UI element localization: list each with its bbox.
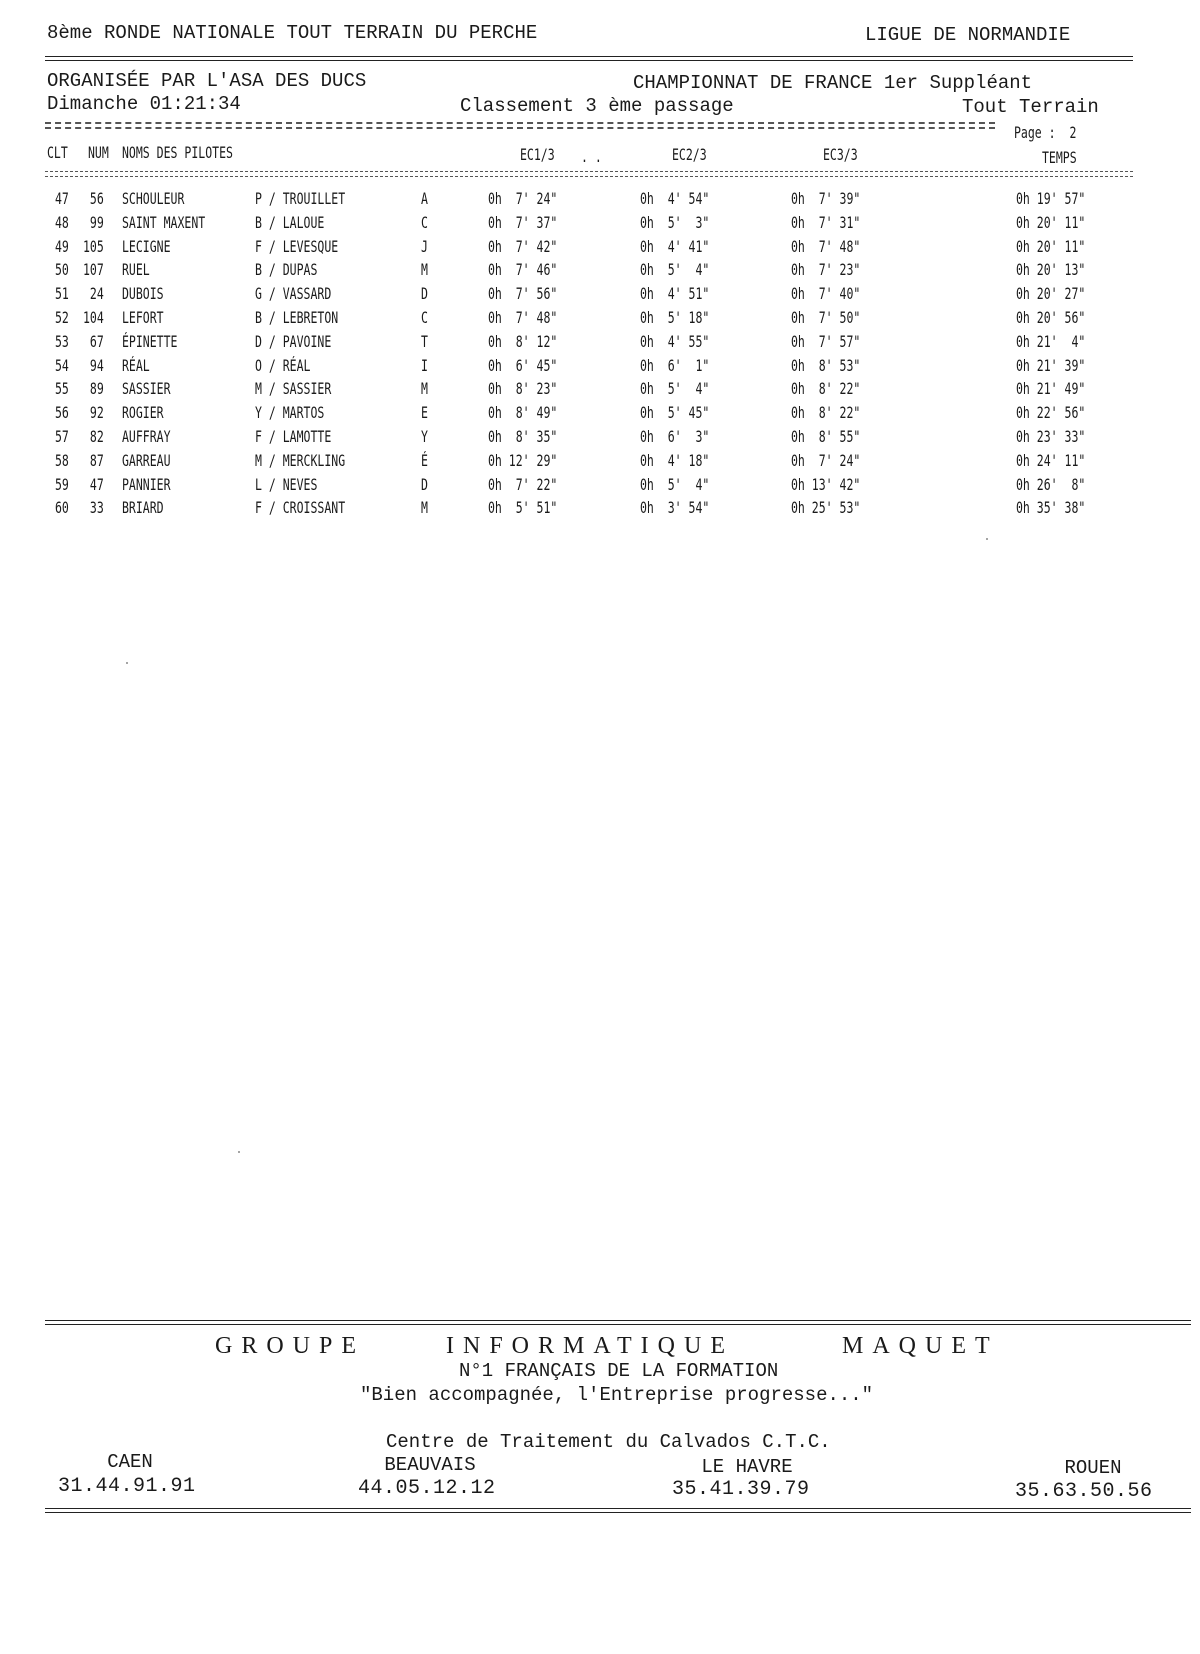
table-row xyxy=(0,189,1200,213)
row-total: 0h 24' 11" xyxy=(1016,450,1086,470)
row-ec1: 0h 7' 56" xyxy=(488,284,558,304)
row-copilot: B / LEBRETON xyxy=(255,308,339,327)
col-ec2: EC2/3 xyxy=(672,145,707,164)
row-driver: LEFORT xyxy=(122,308,164,327)
row-ec3: 0h 7' 31" xyxy=(791,212,861,232)
row-ec1: 0h 8' 12" xyxy=(488,331,558,351)
table-row xyxy=(0,475,1200,499)
company-word-2: INFORMATIQUE xyxy=(446,1333,734,1359)
row-total: 0h 21' 49" xyxy=(1016,379,1086,399)
row-number: 82 xyxy=(89,427,104,446)
row-driver: RUEL xyxy=(122,260,150,280)
dashed-divider-top xyxy=(45,122,995,124)
row-total: 0h 23' 33" xyxy=(1016,427,1086,446)
table-row xyxy=(0,427,1200,451)
row-total: 0h 20' 11" xyxy=(1016,212,1086,232)
row-ec2: 0h 6' 1" xyxy=(640,355,710,375)
row-ec1: 0h 7' 22" xyxy=(488,474,558,494)
row-ec2: 0h 3' 54" xyxy=(640,498,710,518)
row-ec3: 0h 8' 22" xyxy=(791,403,861,423)
row-ec2: 0h 6' 3" xyxy=(640,427,710,446)
col-ec1: EC1/3 xyxy=(520,145,555,164)
row-number: 56 xyxy=(89,189,104,208)
row-number: 87 xyxy=(89,450,104,470)
footer-divider-bottom xyxy=(45,1508,1191,1513)
row-ec3: 0h 13' 42" xyxy=(791,474,861,494)
row-driver: RÉAL xyxy=(122,355,150,375)
office-phone-le-havre: 35.41.39.79 xyxy=(672,1478,810,1501)
office-phone-caen: 31.44.91.91 xyxy=(58,1475,196,1498)
row-ec3: 0h 8' 53" xyxy=(791,355,861,375)
row-driver: ROGIER xyxy=(122,403,164,423)
row-total: 0h 19' 57" xyxy=(1016,189,1086,208)
row-number: 92 xyxy=(89,403,104,423)
col-total: TEMPS xyxy=(1042,148,1077,167)
footer-divider-top xyxy=(45,1320,1191,1325)
row-ec2: 0h 5' 4" xyxy=(640,260,710,280)
row-ec1: 0h 8' 35" xyxy=(488,427,558,446)
center-name: Centre de Traitement du Calvados C.T.C. xyxy=(386,1431,831,1453)
office-city-le-havre: LE HAVRE xyxy=(701,1456,793,1478)
row-group: C xyxy=(421,212,428,232)
scan-speck xyxy=(238,1151,240,1153)
row-ec2: 0h 4' 41" xyxy=(640,236,710,256)
table-row xyxy=(0,403,1200,427)
row-driver: LECIGNE xyxy=(122,236,171,256)
row-ec1: 0h 7' 24" xyxy=(488,189,558,208)
row-number: 94 xyxy=(89,355,104,375)
row-rank: 51 xyxy=(55,284,69,304)
dashed-divider-columns-2 xyxy=(45,176,1133,177)
row-total: 0h 20' 27" xyxy=(1016,284,1086,304)
office-city-beauvais: BEAUVAIS xyxy=(384,1454,476,1476)
row-rank: 58 xyxy=(55,450,69,470)
row-number: 24 xyxy=(89,284,104,304)
row-group: D xyxy=(421,474,428,494)
scan-speck xyxy=(126,662,128,664)
row-driver: PANNIER xyxy=(122,474,171,494)
row-ec3: 0h 8' 55" xyxy=(791,427,861,446)
row-total: 0h 20' 11" xyxy=(1016,236,1086,256)
row-rank: 55 xyxy=(55,379,69,399)
col-names: NOMS DES PILOTES xyxy=(122,143,233,162)
row-ec1: 0h 7' 37" xyxy=(488,212,558,232)
row-ec2: 0h 4' 54" xyxy=(640,189,710,208)
row-rank: 53 xyxy=(55,331,69,351)
row-copilot: M / MERCKLING xyxy=(255,450,346,470)
row-ec3: 0h 8' 22" xyxy=(791,379,861,399)
row-copilot: Y / MARTOS xyxy=(255,403,325,423)
row-group: C xyxy=(421,308,428,327)
row-rank: 52 xyxy=(55,308,69,327)
row-group: J xyxy=(421,236,428,256)
table-row xyxy=(0,498,1200,522)
row-driver: DUBOIS xyxy=(122,284,164,304)
row-ec2: 0h 5' 18" xyxy=(640,308,710,327)
col-ec3: EC3/3 xyxy=(823,145,858,164)
col-ec1-dots: . . xyxy=(581,147,602,166)
row-number: 105 xyxy=(82,236,104,256)
company-word-3: MAQUET xyxy=(842,1333,999,1359)
col-num: NUM xyxy=(88,143,109,162)
row-ec2: 0h 4' 55" xyxy=(640,331,710,351)
row-rank: 59 xyxy=(55,474,69,494)
championship: CHAMPIONNAT DE FRANCE 1er Suppléant xyxy=(633,72,1033,94)
row-rank: 54 xyxy=(55,355,69,375)
row-rank: 49 xyxy=(55,236,69,256)
row-ec1: 0h 12' 29" xyxy=(488,450,558,470)
row-ec3: 0h 7' 23" xyxy=(791,260,861,280)
row-group: I xyxy=(421,355,428,375)
row-group: D xyxy=(421,284,428,304)
row-ec2: 0h 5' 3" xyxy=(640,212,710,232)
row-total: 0h 21' 4" xyxy=(1016,331,1086,351)
table-row xyxy=(0,332,1200,356)
row-total: 0h 21' 39" xyxy=(1016,355,1086,375)
row-group: Y xyxy=(421,427,428,446)
header-divider xyxy=(45,56,1133,61)
row-number: 104 xyxy=(82,308,104,327)
row-ec3: 0h 7' 57" xyxy=(791,331,861,351)
row-ec2: 0h 4' 18" xyxy=(640,450,710,470)
row-driver: SCHOULEUR xyxy=(122,189,185,208)
row-ec1: 0h 8' 49" xyxy=(488,403,558,423)
row-copilot: P / TROUILLET xyxy=(255,189,346,208)
table-row xyxy=(0,356,1200,380)
table-row xyxy=(0,284,1200,308)
row-total: 0h 22' 56" xyxy=(1016,403,1086,423)
row-copilot: L / NEVES xyxy=(255,474,318,494)
row-ec1: 0h 8' 23" xyxy=(488,379,558,399)
col-clt: CLT xyxy=(47,143,68,162)
row-ec3: 0h 7' 48" xyxy=(791,236,861,256)
row-group: T xyxy=(421,331,428,351)
table-row xyxy=(0,451,1200,475)
row-ec1: 0h 5' 51" xyxy=(488,498,558,518)
row-driver: SAINT MAXENT xyxy=(122,212,206,232)
table-row xyxy=(0,308,1200,332)
office-phone-beauvais: 44.05.12.12 xyxy=(358,1477,496,1500)
row-number: 47 xyxy=(89,474,104,494)
row-copilot: F / CROISSANT xyxy=(255,498,346,518)
row-group: M xyxy=(421,498,428,518)
row-total: 0h 26' 8" xyxy=(1016,474,1086,494)
row-number: 67 xyxy=(89,331,104,351)
row-ec3: 0h 7' 50" xyxy=(791,308,861,327)
row-group: A xyxy=(421,189,428,208)
row-rank: 47 xyxy=(55,189,69,208)
company-word-1: GROUPE xyxy=(215,1333,366,1359)
row-ec2: 0h 5' 45" xyxy=(640,403,710,423)
row-number: 89 xyxy=(89,379,104,399)
table-row xyxy=(0,213,1200,237)
row-rank: 50 xyxy=(55,260,69,280)
row-group: E xyxy=(421,403,428,423)
row-number: 107 xyxy=(82,260,104,280)
row-copilot: M / SASSIER xyxy=(255,379,332,399)
row-group: É xyxy=(421,450,428,470)
slogan: "Bien accompagnée, l'Entreprise progresse..." xyxy=(360,1384,874,1406)
row-ec3: 0h 7' 39" xyxy=(791,189,861,208)
row-rank: 60 xyxy=(55,498,69,518)
dashed-divider-columns xyxy=(45,171,1133,172)
row-rank: 56 xyxy=(55,403,69,423)
table-row xyxy=(0,237,1200,261)
row-rank: 48 xyxy=(55,212,69,232)
organizer: ORGANISÉE PAR L'ASA DES DUCS xyxy=(47,70,367,92)
row-ec1: 0h 7' 48" xyxy=(488,308,558,327)
scan-speck xyxy=(986,538,988,540)
category: Tout Terrain xyxy=(962,96,1099,118)
ranking-title: Classement 3 ème passage xyxy=(460,95,734,117)
row-driver: GARREAU xyxy=(122,450,171,470)
row-ec3: 0h 7' 40" xyxy=(791,284,861,304)
league-name: LIGUE DE NORMANDIE xyxy=(865,24,1071,46)
row-ec2: 0h 4' 51" xyxy=(640,284,710,304)
row-ec1: 0h 7' 46" xyxy=(488,260,558,280)
row-total: 0h 35' 38" xyxy=(1016,498,1086,518)
row-ec1: 0h 7' 42" xyxy=(488,236,558,256)
row-copilot: D / PAVOINE xyxy=(255,331,332,351)
row-driver: BRIARD xyxy=(122,498,164,518)
row-ec2: 0h 5' 4" xyxy=(640,474,710,494)
table-row xyxy=(0,379,1200,403)
row-copilot: B / DUPAS xyxy=(255,260,318,280)
row-copilot: O / RÉAL xyxy=(255,355,311,375)
row-ec3: 0h 25' 53" xyxy=(791,498,861,518)
event-title: 8ème RONDE NATIONALE TOUT TERRAIN DU PERCHE xyxy=(47,22,538,44)
row-rank: 57 xyxy=(55,427,69,446)
office-city-caen: CAEN xyxy=(107,1451,153,1473)
row-driver: AUFFRAY xyxy=(122,427,171,446)
tagline: N°1 FRANÇAIS DE LA FORMATION xyxy=(459,1360,779,1382)
office-city-rouen: ROUEN xyxy=(1064,1457,1122,1479)
row-ec3: 0h 7' 24" xyxy=(791,450,861,470)
row-number: 99 xyxy=(89,212,104,232)
row-copilot: B / LALOUE xyxy=(255,212,325,232)
row-group: M xyxy=(421,379,428,399)
row-total: 0h 20' 56" xyxy=(1016,308,1086,327)
row-copilot: F / LEVESQUE xyxy=(255,236,339,256)
page-label: Page : 2 xyxy=(1014,123,1077,142)
row-copilot: G / VASSARD xyxy=(255,284,332,304)
row-ec2: 0h 5' 4" xyxy=(640,379,710,399)
row-number: 33 xyxy=(89,498,104,518)
row-total: 0h 20' 13" xyxy=(1016,260,1086,280)
office-phone-rouen: 35.63.50.56 xyxy=(1015,1480,1153,1503)
row-group: M xyxy=(421,260,428,280)
row-ec1: 0h 6' 45" xyxy=(488,355,558,375)
table-row xyxy=(0,260,1200,284)
row-driver: ÉPINETTE xyxy=(122,331,178,351)
row-copilot: F / LAMOTTE xyxy=(255,427,332,446)
row-driver: SASSIER xyxy=(122,379,171,399)
dashed-divider-top-2 xyxy=(45,127,995,129)
day-time: Dimanche 01:21:34 xyxy=(47,93,241,115)
